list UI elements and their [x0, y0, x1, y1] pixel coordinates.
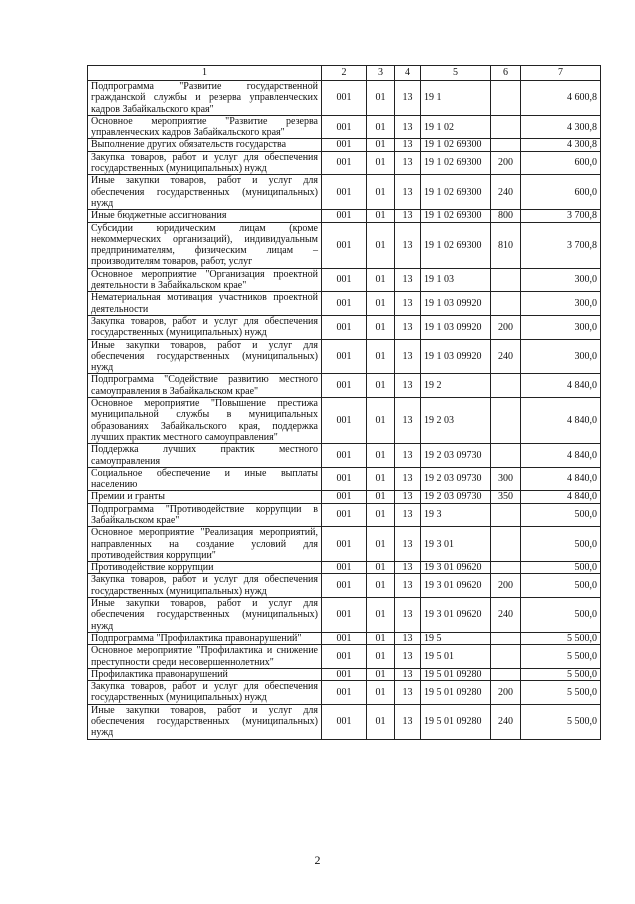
table-row — [88, 503, 601, 527]
cell-section: 01 — [367, 574, 395, 598]
cell-type — [491, 562, 521, 574]
cell-section: 01 — [367, 503, 395, 527]
cell-ministry: 001 — [322, 491, 367, 503]
cell-name: Подпрограмма "Содействие развитию местного самоуправления в Забайкальском крае" — [88, 374, 322, 398]
table-body — [88, 81, 601, 740]
table-row — [88, 222, 601, 268]
cell-amount: 3 700,8 — [521, 222, 601, 268]
cell-amount: 5 500,0 — [521, 632, 601, 644]
cell-amount: 300,0 — [521, 315, 601, 339]
cell-target: 19 3 01 09620 — [421, 562, 491, 574]
cell-section: 01 — [367, 467, 395, 491]
table-row — [88, 210, 601, 222]
cell-section: 01 — [367, 315, 395, 339]
cell-type: 200 — [491, 151, 521, 175]
cell-name: Основное мероприятие "Развитие резерва управленческих кадров Забайкальского края" — [88, 115, 322, 139]
cell-target: 19 3 01 09620 — [421, 574, 491, 598]
cell-amount: 5 500,0 — [521, 668, 601, 680]
cell-amount: 300,0 — [521, 292, 601, 316]
cell-subsection: 13 — [395, 268, 421, 292]
header-col-target: 5 — [421, 66, 491, 81]
cell-section: 01 — [367, 704, 395, 739]
header-col-amount: 7 — [521, 66, 601, 81]
cell-subsection: 13 — [395, 444, 421, 468]
header-col-type: 6 — [491, 66, 521, 81]
cell-amount: 4 840,0 — [521, 491, 601, 503]
table-row — [88, 527, 601, 562]
cell-subsection: 13 — [395, 374, 421, 398]
table-row — [88, 574, 601, 598]
cell-type: 240 — [491, 175, 521, 210]
cell-section: 01 — [367, 210, 395, 222]
cell-type: 240 — [491, 598, 521, 633]
table-row — [88, 668, 601, 680]
cell-section: 01 — [367, 268, 395, 292]
cell-name: Основное мероприятие "Профилактика и снижение преступности среди несовершеннолетних" — [88, 645, 322, 669]
cell-ministry: 001 — [322, 81, 367, 116]
cell-ministry: 001 — [322, 292, 367, 316]
table-row — [88, 139, 601, 151]
cell-section: 01 — [367, 668, 395, 680]
cell-ministry: 001 — [322, 115, 367, 139]
cell-subsection: 13 — [395, 503, 421, 527]
cell-ministry: 001 — [322, 574, 367, 598]
table-row — [88, 315, 601, 339]
cell-subsection: 13 — [395, 81, 421, 116]
cell-subsection: 13 — [395, 704, 421, 739]
cell-subsection: 13 — [395, 491, 421, 503]
cell-section: 01 — [367, 562, 395, 574]
cell-target: 19 1 02 69300 — [421, 210, 491, 222]
cell-name: Иные закупки товаров, работ и услуг для обеспечения государственных (муниципальных) нужд — [88, 175, 322, 210]
cell-subsection: 13 — [395, 668, 421, 680]
cell-subsection: 13 — [395, 574, 421, 598]
cell-target: 19 5 01 — [421, 645, 491, 669]
cell-ministry: 001 — [322, 139, 367, 151]
cell-section: 01 — [367, 151, 395, 175]
cell-name: Противодействие коррупции — [88, 562, 322, 574]
cell-section: 01 — [367, 598, 395, 633]
cell-target: 19 1 02 69300 — [421, 175, 491, 210]
cell-type: 350 — [491, 491, 521, 503]
cell-amount: 500,0 — [521, 503, 601, 527]
cell-subsection: 13 — [395, 210, 421, 222]
cell-name: Профилактика правонарушений — [88, 668, 322, 680]
cell-ministry: 001 — [322, 598, 367, 633]
table-row — [88, 598, 601, 633]
cell-amount: 600,0 — [521, 175, 601, 210]
cell-section: 01 — [367, 632, 395, 644]
cell-amount: 5 500,0 — [521, 681, 601, 705]
cell-amount: 4 300,8 — [521, 115, 601, 139]
table-row — [88, 268, 601, 292]
cell-target: 19 1 03 — [421, 268, 491, 292]
cell-type — [491, 115, 521, 139]
cell-target: 19 3 — [421, 503, 491, 527]
cell-section: 01 — [367, 139, 395, 151]
cell-amount: 3 700,8 — [521, 210, 601, 222]
cell-ministry: 001 — [322, 668, 367, 680]
cell-subsection: 13 — [395, 292, 421, 316]
cell-name: Подпрограмма "Противодействие коррупции в Забайкальском крае" — [88, 503, 322, 527]
cell-type: 240 — [491, 704, 521, 739]
cell-name: Выполнение других обязательств государства — [88, 139, 322, 151]
cell-type — [491, 268, 521, 292]
header-col-name: 1 — [88, 66, 322, 81]
cell-type: 810 — [491, 222, 521, 268]
cell-target: 19 1 02 — [421, 115, 491, 139]
table-row — [88, 151, 601, 175]
cell-type: 300 — [491, 467, 521, 491]
cell-target: 19 5 — [421, 632, 491, 644]
cell-target: 19 1 03 09920 — [421, 292, 491, 316]
cell-ministry: 001 — [322, 527, 367, 562]
cell-section: 01 — [367, 444, 395, 468]
cell-amount: 4 840,0 — [521, 398, 601, 444]
cell-target: 19 5 01 09280 — [421, 704, 491, 739]
cell-subsection: 13 — [395, 175, 421, 210]
cell-target: 19 1 03 09920 — [421, 315, 491, 339]
table-row — [88, 81, 601, 116]
cell-name: Нематериальная мотивация участников проектной деятельности — [88, 292, 322, 316]
cell-subsection: 13 — [395, 562, 421, 574]
cell-target: 19 2 03 — [421, 398, 491, 444]
cell-ministry: 001 — [322, 562, 367, 574]
cell-name: Подпрограмма "Профилактика правонарушений" — [88, 632, 322, 644]
cell-type — [491, 503, 521, 527]
cell-amount: 500,0 — [521, 574, 601, 598]
cell-name: Иные закупки товаров, работ и услуг для обеспечения государственных (муниципальных) нужд — [88, 339, 322, 374]
cell-section: 01 — [367, 645, 395, 669]
cell-subsection: 13 — [395, 398, 421, 444]
cell-section: 01 — [367, 175, 395, 210]
cell-target: 19 1 02 69300 — [421, 151, 491, 175]
cell-name: Иные бюджетные ассигнования — [88, 210, 322, 222]
cell-name: Закупка товаров, работ и услуг для обеспечения государственных (муниципальных) нужд — [88, 151, 322, 175]
cell-section: 01 — [367, 398, 395, 444]
cell-subsection: 13 — [395, 115, 421, 139]
cell-type: 200 — [491, 574, 521, 598]
cell-ministry: 001 — [322, 398, 367, 444]
cell-amount: 500,0 — [521, 527, 601, 562]
cell-ministry: 001 — [322, 645, 367, 669]
table-row — [88, 704, 601, 739]
table-row — [88, 467, 601, 491]
cell-target: 19 3 01 09620 — [421, 598, 491, 633]
cell-target: 19 3 01 — [421, 527, 491, 562]
cell-name: Социальное обеспечение и иные выплаты населению — [88, 467, 322, 491]
table-row — [88, 374, 601, 398]
header-col-subsection: 4 — [395, 66, 421, 81]
cell-subsection: 13 — [395, 151, 421, 175]
cell-ministry: 001 — [322, 222, 367, 268]
cell-subsection: 13 — [395, 339, 421, 374]
table-row — [88, 491, 601, 503]
cell-type — [491, 374, 521, 398]
cell-type — [491, 527, 521, 562]
table-header-row — [88, 66, 601, 81]
cell-target: 19 5 01 09280 — [421, 681, 491, 705]
cell-name: Подпрограмма "Развитие государственной гражданской службы и резерва управленческих кадров Забайкальского края" — [88, 81, 322, 116]
cell-subsection: 13 — [395, 139, 421, 151]
cell-amount: 600,0 — [521, 151, 601, 175]
cell-target: 19 1 02 69300 — [421, 222, 491, 268]
cell-target: 19 2 03 09730 — [421, 444, 491, 468]
page-number: 2 — [314, 853, 321, 867]
cell-type: 200 — [491, 315, 521, 339]
cell-subsection: 13 — [395, 681, 421, 705]
cell-amount: 500,0 — [521, 562, 601, 574]
cell-type: 200 — [491, 681, 521, 705]
cell-ministry: 001 — [322, 444, 367, 468]
cell-amount: 5 500,0 — [521, 704, 601, 739]
cell-subsection: 13 — [395, 222, 421, 268]
cell-type — [491, 81, 521, 116]
table-row — [88, 645, 601, 669]
cell-ministry: 001 — [322, 681, 367, 705]
cell-ministry: 001 — [322, 151, 367, 175]
cell-name: Основное мероприятие "Организация проектной деятельности в Забайкальском крае" — [88, 268, 322, 292]
table-row — [88, 175, 601, 210]
cell-ministry: 001 — [322, 175, 367, 210]
table-row — [88, 632, 601, 644]
cell-type — [491, 645, 521, 669]
table-row — [88, 562, 601, 574]
cell-amount: 4 840,0 — [521, 467, 601, 491]
cell-name: Премии и гранты — [88, 491, 322, 503]
cell-target: 19 5 01 09280 — [421, 668, 491, 680]
cell-amount: 300,0 — [521, 268, 601, 292]
cell-name: Закупка товаров, работ и услуг для обеспечения государственных (муниципальных) нужд — [88, 315, 322, 339]
budget-table — [87, 65, 601, 740]
cell-ministry: 001 — [322, 632, 367, 644]
cell-name: Закупка товаров, работ и услуг для обеспечения государственных (муниципальных) нужд — [88, 681, 322, 705]
cell-ministry: 001 — [322, 339, 367, 374]
cell-amount: 5 500,0 — [521, 645, 601, 669]
cell-subsection: 13 — [395, 315, 421, 339]
cell-target: 19 2 — [421, 374, 491, 398]
cell-type: 800 — [491, 210, 521, 222]
cell-amount: 4 300,8 — [521, 139, 601, 151]
cell-target: 19 1 03 09920 — [421, 339, 491, 374]
cell-section: 01 — [367, 115, 395, 139]
cell-type — [491, 444, 521, 468]
cell-name: Основное мероприятие "Повышение престижа муниципальной службы в муниципальных образованиях Забайкальского края, поддержка лучших практик местного самоуправления" — [88, 398, 322, 444]
cell-name: Поддержка лучших практик местного самоуправления — [88, 444, 322, 468]
cell-amount: 4 840,0 — [521, 374, 601, 398]
cell-subsection: 13 — [395, 467, 421, 491]
table-row — [88, 292, 601, 316]
cell-amount: 4 600,8 — [521, 81, 601, 116]
cell-amount: 300,0 — [521, 339, 601, 374]
cell-type — [491, 139, 521, 151]
cell-amount: 4 840,0 — [521, 444, 601, 468]
cell-type — [491, 632, 521, 644]
cell-type — [491, 398, 521, 444]
cell-type: 240 — [491, 339, 521, 374]
cell-ministry: 001 — [322, 374, 367, 398]
table-row — [88, 681, 601, 705]
cell-amount: 500,0 — [521, 598, 601, 633]
cell-section: 01 — [367, 292, 395, 316]
cell-ministry: 001 — [322, 503, 367, 527]
cell-ministry: 001 — [322, 704, 367, 739]
cell-subsection: 13 — [395, 598, 421, 633]
cell-ministry: 001 — [322, 467, 367, 491]
cell-target: 19 2 03 09730 — [421, 491, 491, 503]
table-row — [88, 398, 601, 444]
cell-target: 19 1 02 69300 — [421, 139, 491, 151]
cell-subsection: 13 — [395, 527, 421, 562]
cell-name: Субсидии юридическим лицам (кроме некоммерческих организаций), индивидуальным предпринимателям, физическим лицам – производителям товаров, работ, услуг — [88, 222, 322, 268]
cell-name: Закупка товаров, работ и услуг для обеспечения государственных (муниципальных) нужд — [88, 574, 322, 598]
table-row — [88, 444, 601, 468]
cell-section: 01 — [367, 681, 395, 705]
cell-type — [491, 292, 521, 316]
table-row — [88, 339, 601, 374]
cell-name: Основное мероприятие "Реализация мероприятий, направленных на создание условий для противодействия коррупции" — [88, 527, 322, 562]
cell-name: Иные закупки товаров, работ и услуг для обеспечения государственных (муниципальных) нужд — [88, 704, 322, 739]
cell-type — [491, 668, 521, 680]
cell-section: 01 — [367, 491, 395, 503]
cell-name: Иные закупки товаров, работ и услуг для обеспечения государственных (муниципальных) нужд — [88, 598, 322, 633]
cell-section: 01 — [367, 527, 395, 562]
table-row — [88, 115, 601, 139]
cell-target: 19 2 03 09730 — [421, 467, 491, 491]
cell-ministry: 001 — [322, 315, 367, 339]
cell-section: 01 — [367, 339, 395, 374]
cell-section: 01 — [367, 374, 395, 398]
cell-ministry: 001 — [322, 268, 367, 292]
cell-subsection: 13 — [395, 645, 421, 669]
cell-target: 19 1 — [421, 81, 491, 116]
cell-section: 01 — [367, 222, 395, 268]
cell-ministry: 001 — [322, 210, 367, 222]
header-col-section: 3 — [367, 66, 395, 81]
cell-subsection: 13 — [395, 632, 421, 644]
header-col-ministry: 2 — [322, 66, 367, 81]
cell-section: 01 — [367, 81, 395, 116]
